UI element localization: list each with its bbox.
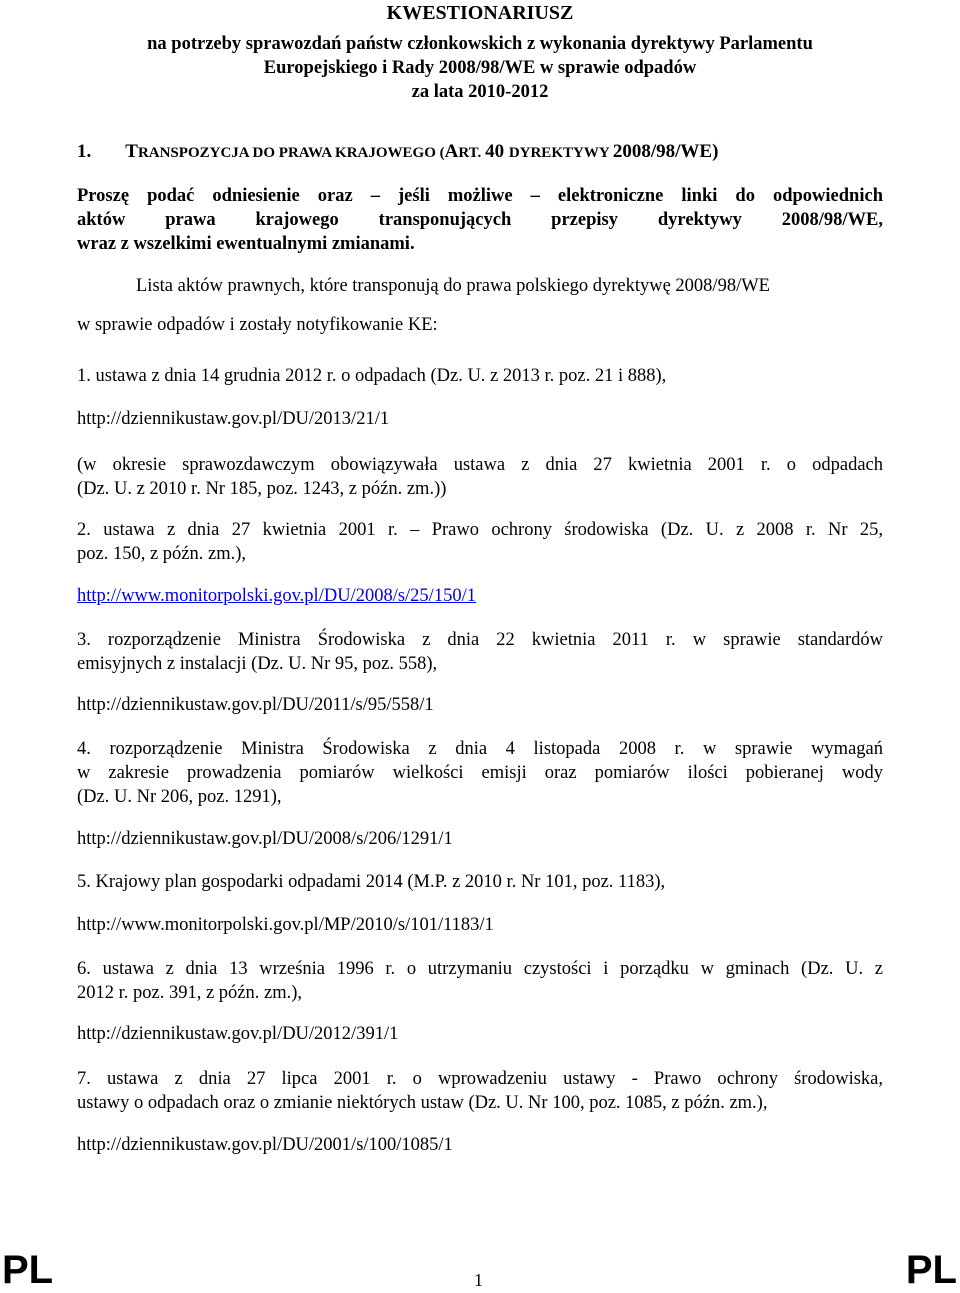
list-item-2-link[interactable]: http://www.monitorpolski.gov.pl/DU/2008/s/25/150/1 xyxy=(77,586,476,606)
list-item-1-url[interactable]: http://dziennikustaw.gov.pl/DU/2013/21/1 xyxy=(77,409,390,429)
list-item-5-url[interactable]: http://www.monitorpolski.gov.pl/MP/2010/s/101/1183/1 xyxy=(77,915,494,935)
list-item-3: 3. rozporządzenie Ministra Środowiska z dnia 22 kwietnia 2011 r. w sprawie standardów emisyjnych z instalacji (Dz. U. Nr 95, poz. 558), xyxy=(77,630,883,674)
footer-right-code: PL xyxy=(905,1248,957,1292)
list-item-6-url[interactable]: http://dziennikustaw.gov.pl/DU/2012/391/1 xyxy=(77,1024,399,1044)
intro-line-1: Lista aktów prawnych, które transponują do prawa polskiego dyrektywę 2008/98/WE xyxy=(136,276,770,296)
list-item-3-url[interactable]: http://dziennikustaw.gov.pl/DU/2011/s/95/558/1 xyxy=(77,695,434,715)
list-item-5: 5. Krajowy plan gospodarki odpadami 2014 (M.P. z 2010 r. Nr 101, poz. 1183), xyxy=(77,872,666,892)
list-item-6: 6. ustawa z dnia 13 września 1996 r. o utrzymaniu czystości i porządku w gminach (Dz. U. z 2012 r. poz. 391, z późn. zm.), xyxy=(77,959,883,1003)
subtitle-line-1: na potrzeby sprawozdań państw członkowskich z wykonania dyrektywy Parlamentu xyxy=(147,34,813,54)
section-heading: 1. TRANSPOZYCJA DO PRAWA KRAJOWEGO (ART. 40 DYREKTYWY 2008/98/WE) xyxy=(77,141,719,162)
list-item-2: 2. ustawa z dnia 27 kwietnia 2001 r. – Prawo ochrony środowiska (Dz. U. z 2008 r. Nr 25, poz. 150, z późn. zm.), xyxy=(77,520,883,564)
question-paragraph: Proszę podać odniesienie oraz – jeśli możliwe – elektroniczne linki do odpowiednich aktów prawa krajowego transponujących przepisy dyrektywy 2008/98/WE, wraz z wszelkimi ewentualnymi zmianami. xyxy=(77,186,883,254)
subtitle-line-2: Europejskiego i Rady 2008/98/WE w sprawie odpadów xyxy=(263,58,697,78)
document-title: KWESTIONARIUSZ xyxy=(386,2,574,24)
intro-line-2: w sprawie odpadów i zostały notyfikowanie KE: xyxy=(77,315,438,335)
page-number: 1 xyxy=(474,1270,483,1290)
footer-left-code: PL xyxy=(2,1248,54,1292)
list-item-1-note: (w okresie sprawozdawczym obowiązywała ustawa z dnia 27 kwietnia 2001 r. o odpadach (Dz. U. z 2010 r. Nr 185, poz. 1243, z późn. zm.)) xyxy=(77,455,883,499)
list-item-7-url[interactable]: http://dziennikustaw.gov.pl/DU/2001/s/100/1085/1 xyxy=(77,1135,453,1155)
subtitle-line-3: za lata 2010-2012 xyxy=(411,82,549,102)
list-item-7: 7. ustawa z dnia 27 lipca 2001 r. o wprowadzeniu ustawy - Prawo ochrony środowiska, ustawy o odpadach oraz o zmianie niektórych ustaw (Dz. U. Nr 100, poz. 1085, z późn. zm.), xyxy=(77,1069,883,1113)
section-number: 1. xyxy=(77,141,92,162)
list-item-4: 4. rozporządzenie Ministra Środowiska z dnia 4 listopada 2008 r. w sprawie wymagań w zakresie prowadzenia pomiarów wielkości emisji oraz pomiarów ilości pobieranej wody (Dz. U. Nr 206, poz. 1291), xyxy=(77,739,883,807)
list-item-4-url[interactable]: http://dziennikustaw.gov.pl/DU/2008/s/206/1291/1 xyxy=(77,829,453,849)
list-item-1: 1. ustawa z dnia 14 grudnia 2012 r. o odpadach (Dz. U. z 2013 r. poz. 21 i 888), xyxy=(77,366,667,386)
